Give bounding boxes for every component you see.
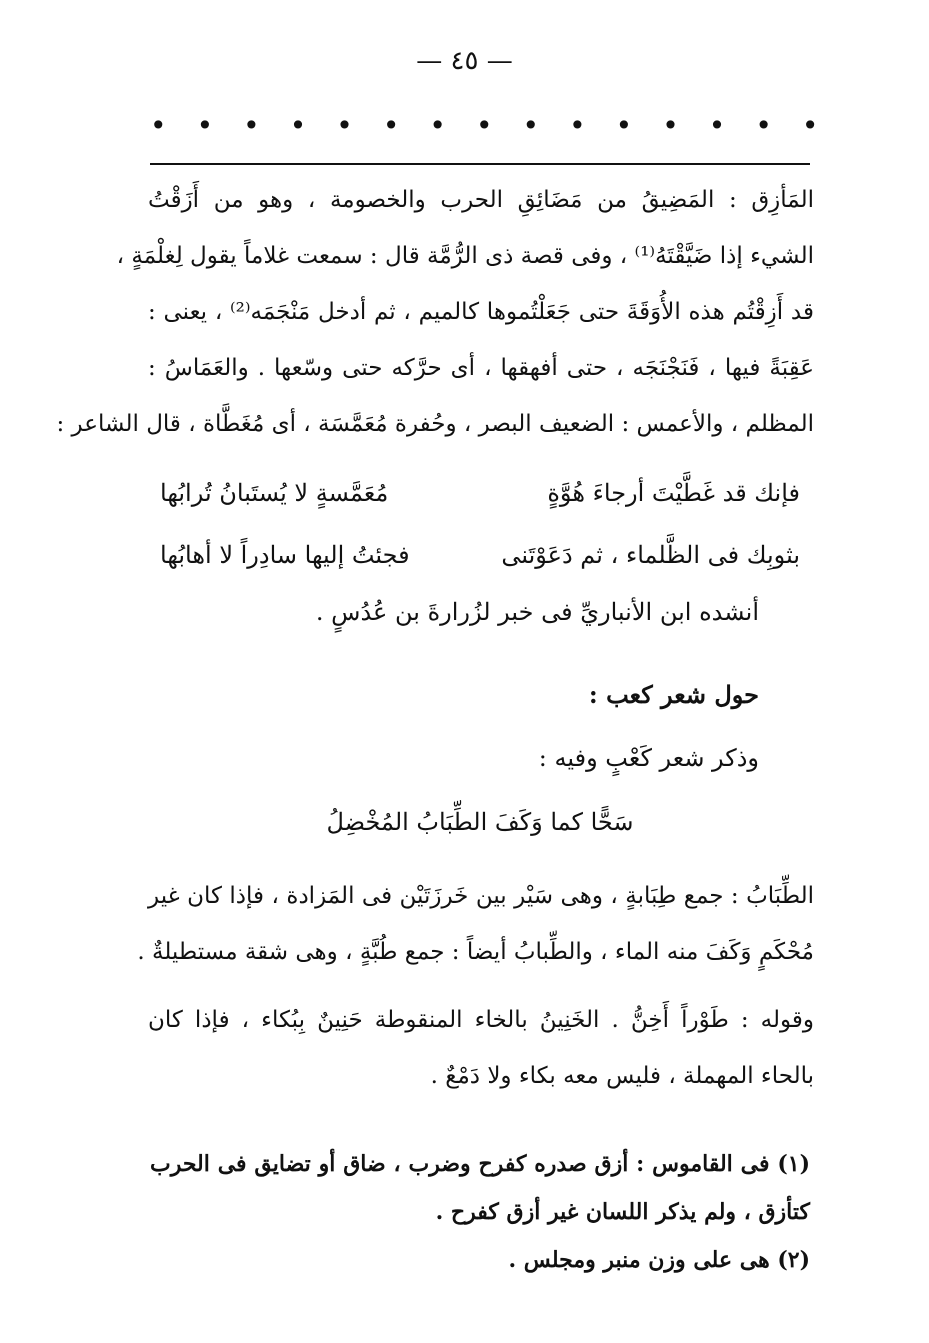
footnote-1: (١) فى القاموس : أزق صدره كفرح وضرب ، ضاق أو تضايق فى الحرب — [150, 1151, 810, 1177]
footnote-1-continued: كتأزق ، ولم يذكر اللسان غير أزق كفرح . — [435, 1199, 810, 1225]
ornament-dot: • — [801, 109, 819, 142]
ornament-dot: • — [243, 109, 260, 142]
text-line: الشيء إذا ضَيَّقْتَهُ⁽¹⁾ ، وفى قصة ذى الرُّمَّة قال : سمعت غلاماً يقول لِغلْمَةٍ ، — [116, 243, 814, 269]
paragraph-khanin — [148, 992, 814, 1104]
verse-attribution: أنشده ابن الأنباريِّ فى خبر لزُرارةَ بن عُدُسٍ . — [315, 598, 759, 626]
ornament-dot: • — [662, 109, 679, 142]
text-line: مُحْكَمٍ وَكَفَ منه الماء ، والطِّبابُ أيضاً : جمع طُبَّةٍ ، وهى شقة مستطيلةٌ . — [137, 939, 814, 965]
ornament-dot: • — [289, 109, 307, 142]
verse-line — [160, 462, 800, 524]
text-line: المَأزِق : المَضِيقُ من مَضَائِقِ الحرب والخصومة ، وهو من أَزَقْتُ — [148, 187, 814, 213]
ornament-dot: • — [336, 109, 353, 142]
footnote-2: (٢) هى على وزن منبر ومجلس . — [508, 1247, 810, 1273]
text-line: بالحاء المهملة ، فليس معه بكاء ولا دَمْعٌ . — [430, 1063, 814, 1089]
paragraph-definition-maziq — [56, 172, 814, 452]
ornament-dot: • — [382, 109, 400, 142]
page-number: — ٤٥ — — [416, 46, 513, 76]
verse-second-hemistich: فجئتُ إليها سادِراً لا أهابُها — [160, 541, 410, 569]
footnotes — [150, 1140, 810, 1284]
text-line: عَقِبَةً فيها ، فَنَجْنَجَه ، حتى أفهقها ، أى حرَّكه حتى وسّعها . والعَمَاسُ : — [148, 355, 814, 381]
text-line: الطِّبَابُ : جمع طِبَابةٍ ، وهى سَيْر بين خَرزَتَيْن فى المَزادة ، فإذا كان غير — [148, 883, 814, 909]
ornament-dot: • — [150, 109, 167, 142]
quoted-verse: سَحًّا كما وَكَفَ الطِّبَابُ المُخْضِلُ — [326, 808, 634, 836]
verse-line — [160, 524, 800, 586]
text-line: وقوله : طَوْراً أَخِنُّ . الخَنِينُ بالخاء المنقوطة حَنِينٌ بِبُكاء ، فإذا كان — [148, 1007, 814, 1033]
header-rule — [150, 163, 810, 165]
ornament-dot: • — [708, 109, 726, 142]
verse-first-hemistich: بثوبِك فى الظَّلماء ، ثم دَعَوْتَنى — [501, 541, 800, 569]
ornament-dot: • — [755, 109, 772, 142]
verse-intro: وذكر شعر كَعْبٍ وفيه : — [538, 744, 759, 772]
ornament-dot: • — [522, 109, 540, 142]
paragraph-tibab — [137, 868, 814, 980]
ornament-dot: • — [196, 109, 214, 142]
section-heading: حول شعر كعب : — [588, 680, 759, 709]
ornament-dot: • — [615, 109, 633, 142]
text-line: المظلم ، والأعمس : الضعيف البصر ، وحُفرة مُعَمَّسَة ، أى مُغَطَّاة ، قال الشاعر : — [56, 411, 814, 437]
poem-verse-block — [160, 462, 800, 586]
text-line: قد أَزِقْتُم هذه الأُوَقَةَ حتى جَعَلْتُموها كالميم ، ثم أدخل مَنْجَمَه⁽²⁾ ، يعنى : — [148, 299, 814, 325]
verse-first-hemistich: فإنك قد غَطَّيْتَ أرجاءَ هُوَّةٍ — [547, 479, 800, 507]
ornament-dot: • — [429, 109, 446, 142]
ornament-dot: • — [475, 109, 493, 142]
ornament-dots — [150, 109, 819, 142]
ornament-dot: • — [569, 109, 586, 142]
verse-second-hemistich: مُعَمَّسةٍ لا يُستَبانُ تُرابُها — [160, 479, 389, 507]
